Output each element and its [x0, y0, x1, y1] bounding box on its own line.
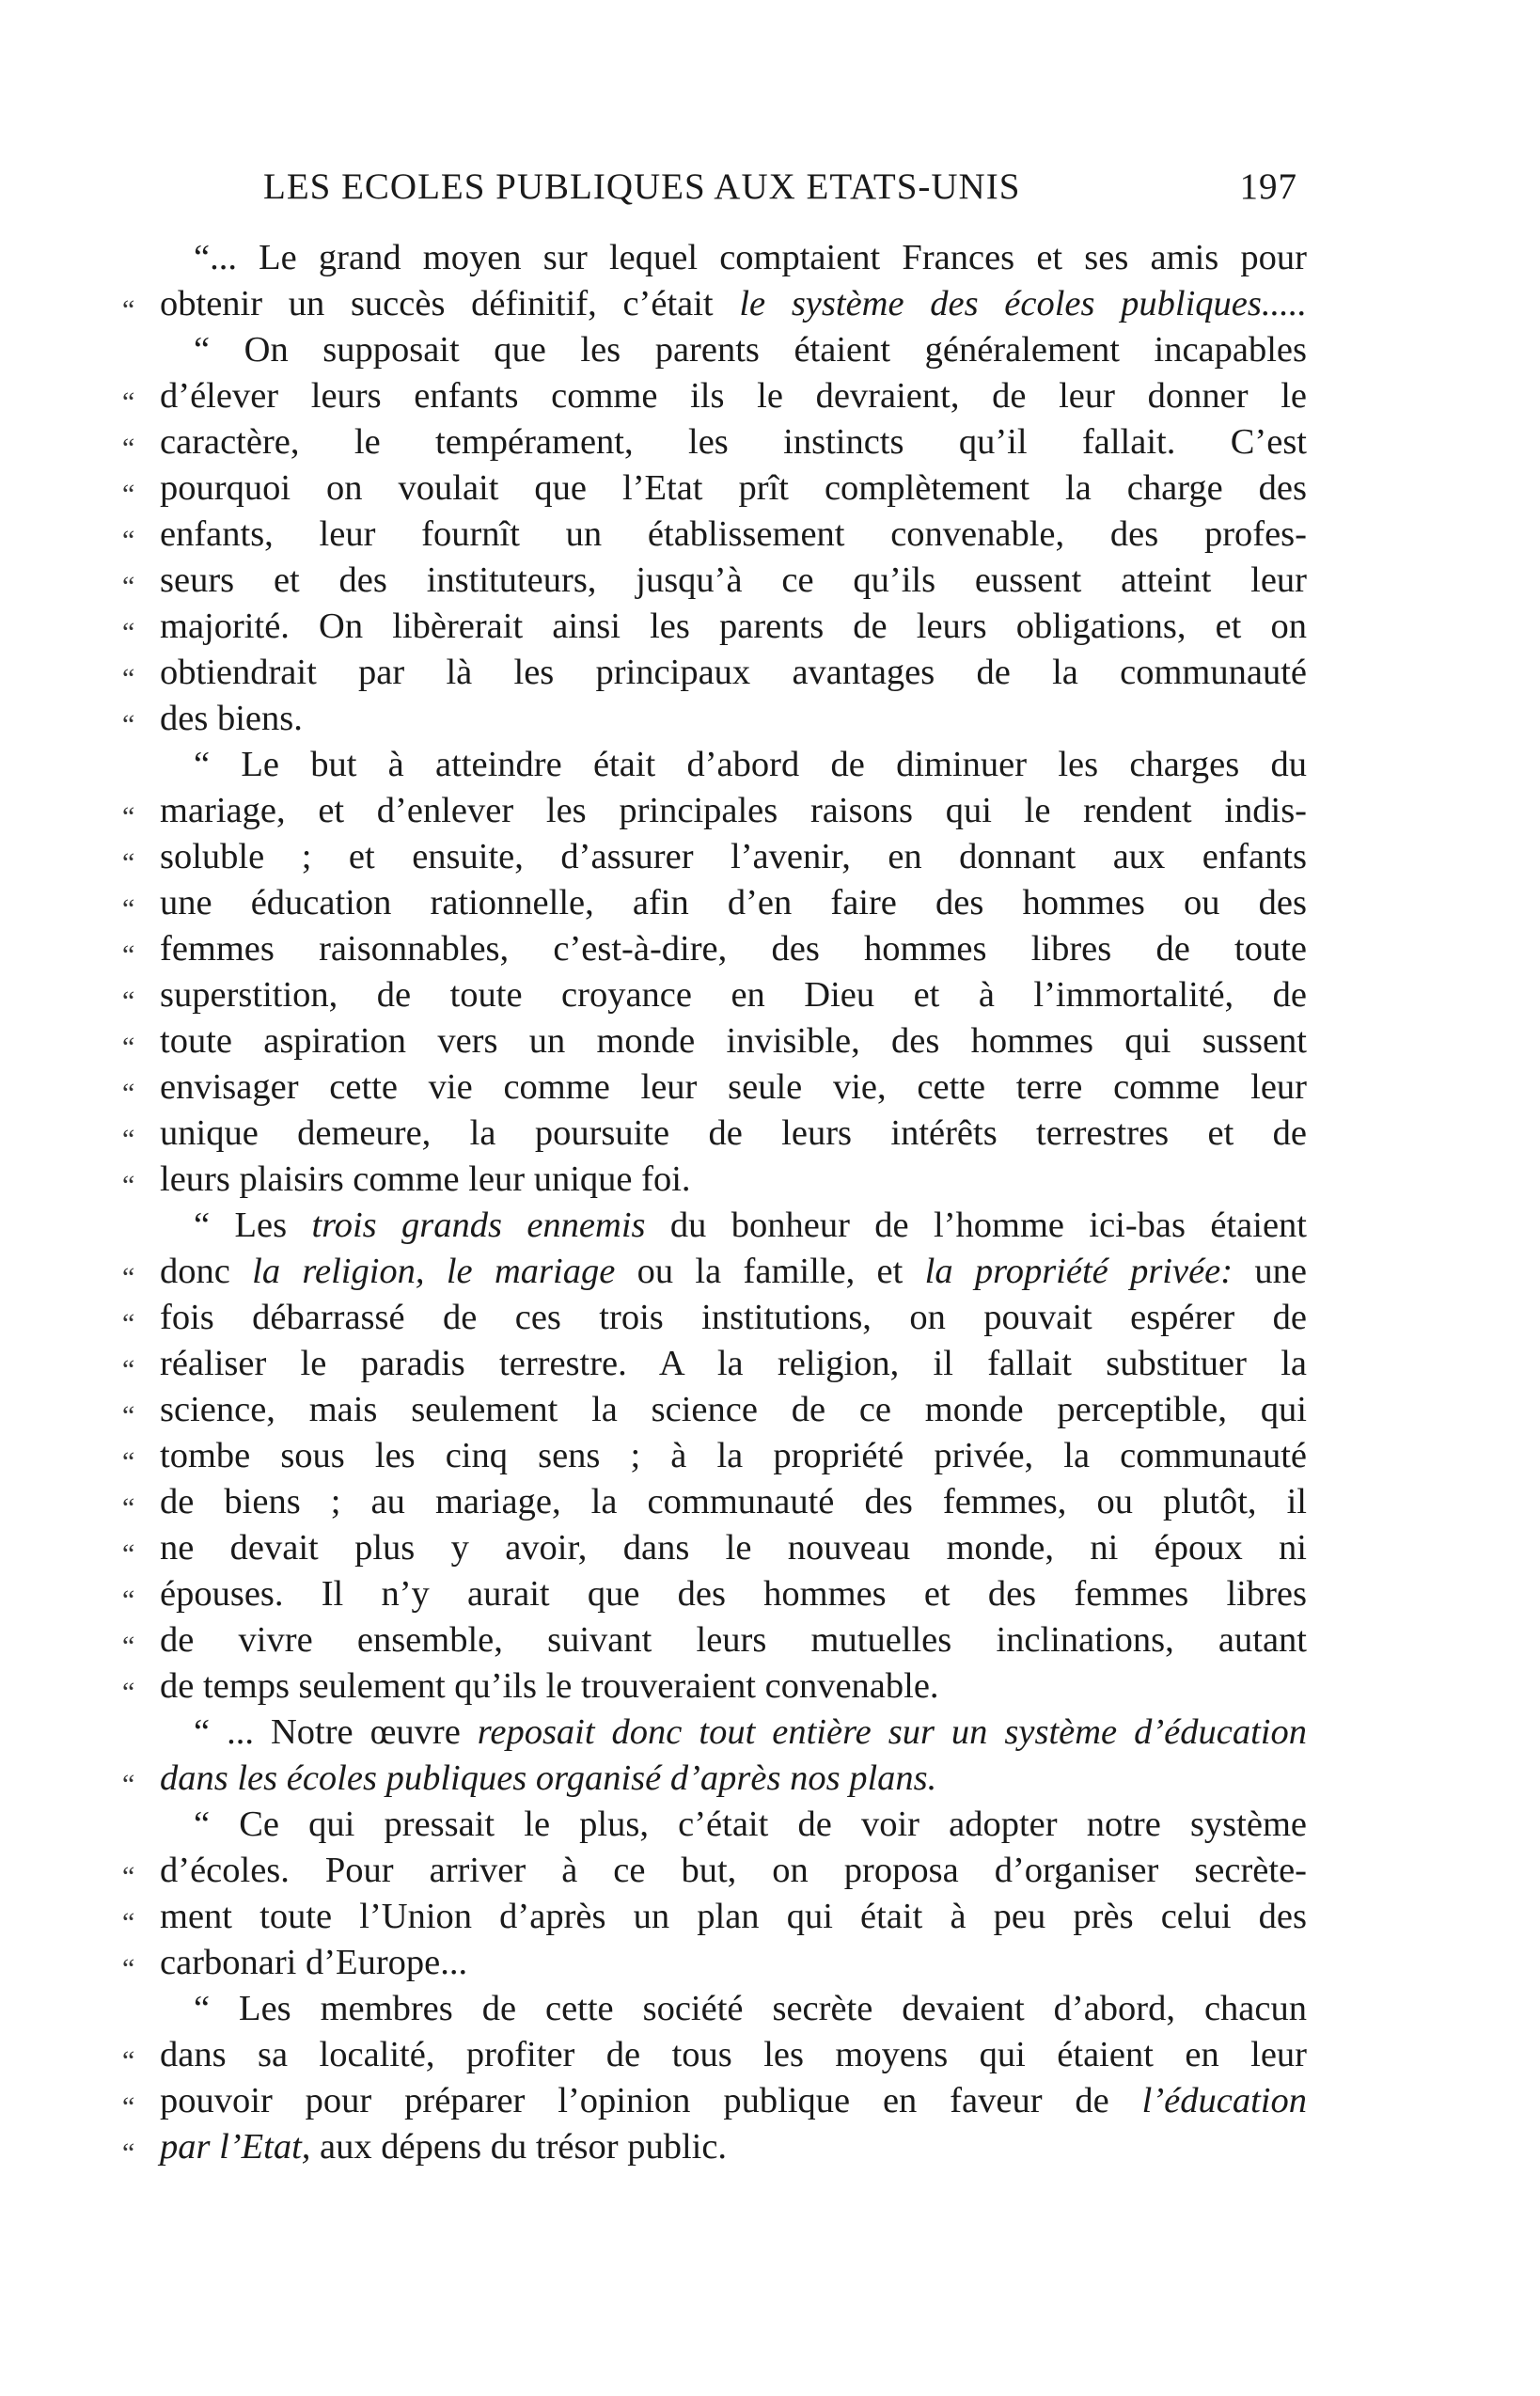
quote-mark: “ — [122, 893, 135, 924]
text-line — [122, 1848, 1307, 1894]
text-line — [122, 419, 1307, 465]
text-line — [122, 1341, 1307, 1387]
italic-segment: le système des écoles publiques..... — [739, 284, 1307, 323]
line-text — [160, 604, 1307, 650]
line-text — [160, 419, 1307, 465]
text-line — [122, 1433, 1307, 1479]
quote-mark: “ — [122, 1584, 135, 1616]
text-line — [122, 926, 1307, 972]
line-text — [160, 1525, 1307, 1571]
quote-mark: “ — [122, 617, 135, 648]
line-text — [160, 788, 1307, 834]
line-text — [160, 1157, 1307, 1203]
quote-mark: “ — [122, 1354, 135, 1385]
quote-mark: “ — [122, 571, 135, 602]
line-text — [160, 926, 1307, 972]
line-text — [160, 2124, 1307, 2170]
text-segment: caractère, le tempérament, les instincts qu’il fallait. C’est — [160, 422, 1307, 462]
text-segment: science, mais seulement la science de ce monde perceptible, qui — [160, 1390, 1307, 1429]
text-segment: réaliser le paradis terrestre. A la religion, il fallait substituer la — [160, 1344, 1307, 1383]
text-line — [122, 1018, 1307, 1064]
text-segment: enfants, leur fournît un établissement convenable, des profes- — [160, 514, 1307, 554]
text-line — [122, 788, 1307, 834]
line-text — [160, 1295, 1307, 1341]
page-header — [263, 166, 1297, 213]
line-text — [160, 1940, 1307, 1986]
quote-mark: “ — [122, 433, 135, 464]
text-segment: toute aspiration vers un monde invisible, des hommes qui sussent — [160, 1021, 1307, 1061]
quote-mark: “ — [122, 709, 135, 740]
text-line — [122, 1525, 1307, 1571]
line-text — [160, 1710, 1307, 1756]
line-text — [160, 327, 1307, 373]
text-segment: ou la famille, et — [615, 1252, 925, 1291]
text-segment: “ On supposait que les parents étaient généralement incapables — [194, 330, 1307, 370]
text-line — [122, 1157, 1307, 1203]
text-segment: soluble ; et ensuite, d’assurer l’avenir, en donnant aux enfants — [160, 837, 1307, 876]
text-line — [122, 1203, 1307, 1249]
text-line — [122, 1894, 1307, 1940]
quote-mark: “ — [122, 525, 135, 556]
line-text — [160, 2032, 1307, 2078]
text-line — [122, 1986, 1307, 2032]
line-text — [160, 1663, 1307, 1710]
quote-mark: “ — [122, 294, 135, 325]
line-text — [160, 1341, 1307, 1387]
text-line — [122, 834, 1307, 880]
text-segment: envisager cette vie comme leur seule vie, cette terre comme leur — [160, 1067, 1307, 1107]
text-segment: d’élever leurs enfants comme ils le devraient, de leur donner le — [160, 376, 1307, 416]
text-line — [122, 281, 1307, 327]
text-segment: ne devait plus y avoir, dans le nouveau monde, ni époux ni — [160, 1528, 1307, 1568]
text-line — [122, 972, 1307, 1018]
text-line — [122, 235, 1307, 281]
quote-mark: “ — [122, 1262, 135, 1293]
text-line — [122, 1571, 1307, 1617]
line-text — [160, 465, 1307, 512]
quote-mark: “ — [122, 1170, 135, 1201]
line-text — [160, 1203, 1307, 1249]
quote-mark: “ — [122, 1446, 135, 1477]
text-segment: dans sa localité, profiter de tous les moyens qui étaient en leur — [160, 2035, 1307, 2074]
quote-mark: “ — [122, 1078, 135, 1109]
text-segment: “ Les membres de cette société secrète devaient d’abord, chacun — [194, 1989, 1307, 2028]
text-line — [122, 1940, 1307, 1986]
text-segment: de vivre ensemble, suivant leurs mutuelles inclinations, autant — [160, 1620, 1307, 1660]
line-text — [160, 512, 1307, 558]
quote-mark: “ — [122, 939, 135, 970]
text-line — [122, 696, 1307, 742]
line-text — [160, 1848, 1307, 1894]
line-text — [160, 1479, 1307, 1525]
text-line — [122, 327, 1307, 373]
text-line — [122, 1064, 1307, 1111]
text-line — [122, 2032, 1307, 2078]
line-text — [160, 1894, 1307, 1940]
text-segment: “ Les — [194, 1206, 312, 1245]
text-line — [122, 1802, 1307, 1848]
text-segment: épouses. Il n’y aurait que des hommes et des femmes libres — [160, 1574, 1307, 1614]
text-line — [122, 465, 1307, 512]
quote-mark: “ — [122, 479, 135, 510]
italic-segment: dans les écoles publiques organisé d’après nos plans. — [160, 1758, 937, 1798]
line-text — [160, 650, 1307, 696]
text-segment: d’écoles. Pour arriver à ce but, on proposa d’organiser secrète- — [160, 1851, 1307, 1890]
text-line — [122, 650, 1307, 696]
line-text — [160, 2078, 1307, 2124]
line-text — [160, 281, 1307, 327]
text-segment: obtenir un succès définitif, c’était — [160, 284, 740, 323]
quote-mark: “ — [122, 1861, 135, 1892]
text-segment: ment toute l’Union d’après un plan qui était à peu près celui des — [160, 1897, 1307, 1936]
line-text — [160, 235, 1307, 281]
italic-segment: la propriété privée: — [924, 1252, 1234, 1291]
text-line — [122, 604, 1307, 650]
text-line — [122, 1387, 1307, 1433]
text-line — [122, 880, 1307, 926]
running-title: LES ECOLES PUBLIQUES AUX ETATS-UNIS — [263, 166, 1021, 207]
text-line — [122, 1710, 1307, 1756]
text-segment: des biens. — [160, 699, 303, 738]
text-line — [122, 558, 1307, 604]
text-segment: carbonari d’Europe... — [160, 1943, 468, 1982]
text-line — [122, 1111, 1307, 1157]
quote-mark: “ — [122, 1308, 135, 1339]
text-segment: seurs et des instituteurs, jusqu’à ce qu’ils eussent atteint leur — [160, 560, 1307, 600]
text-segment: tombe sous les cinq sens ; à la propriété privée, la communauté — [160, 1436, 1307, 1475]
text-segment: leurs plaisirs comme leur unique foi. — [160, 1159, 691, 1199]
line-text — [160, 880, 1307, 926]
italic-segment: reposait donc tout entière sur un système d’éducation — [477, 1712, 1308, 1752]
line-text — [160, 1756, 1307, 1802]
quote-mark: “ — [122, 2045, 135, 2076]
line-text — [160, 1018, 1307, 1064]
line-text — [160, 1617, 1307, 1663]
text-line — [122, 1249, 1307, 1295]
italic-segment: trois grands ennemis — [311, 1206, 646, 1245]
italic-segment: la religion, le mariage — [252, 1252, 616, 1291]
text-segment: du bonheur de l’homme ici-bas étaient — [645, 1206, 1307, 1245]
line-text — [160, 696, 1307, 742]
quote-mark: “ — [122, 1492, 135, 1523]
italic-segment: par l’Etat, — [160, 2127, 311, 2167]
line-text — [160, 1571, 1307, 1617]
quote-mark: “ — [122, 2137, 135, 2168]
line-text — [160, 1387, 1307, 1433]
quote-mark: “ — [122, 663, 135, 694]
text-segment: de temps seulement qu’ils le trouveraient convenable. — [160, 1666, 939, 1706]
text-segment: majorité. On libèrerait ainsi les parents de leurs obligations, et on — [160, 607, 1307, 646]
quote-mark: “ — [122, 985, 135, 1017]
text-segment: de biens ; au mariage, la communauté des femmes, ou plutôt, il — [160, 1482, 1307, 1521]
quote-mark: “ — [122, 801, 135, 832]
quote-mark: “ — [122, 386, 135, 418]
text-segment: donc — [160, 1252, 253, 1291]
text-segment: pourquoi on voulait que l’Etat prît complètement la charge des — [160, 468, 1307, 508]
text-segment: mariage, et d’enlever les principales raisons qui le rendent indis- — [160, 791, 1307, 830]
text-line — [122, 742, 1307, 788]
line-text — [160, 373, 1307, 419]
text-segment: unique demeure, la poursuite de leurs intérêts terrestres et de — [160, 1113, 1307, 1153]
line-text — [160, 1111, 1307, 1157]
line-text — [160, 742, 1307, 788]
text-segment: aux dépens du trésor public. — [310, 2127, 728, 2167]
quote-mark: “ — [122, 1631, 135, 1662]
text-line — [122, 2124, 1307, 2170]
text-segment: obtiendrait par là les principaux avantages de la communauté — [160, 653, 1307, 692]
text-line — [122, 2078, 1307, 2124]
text-segment: une — [1233, 1252, 1308, 1291]
line-text — [160, 1802, 1307, 1848]
text-line — [122, 373, 1307, 419]
text-line — [122, 1295, 1307, 1341]
quote-mark: “ — [122, 1677, 135, 1708]
text-line — [122, 1479, 1307, 1525]
quote-mark: “ — [122, 1769, 135, 1800]
text-segment: “ ... Notre œuvre — [194, 1712, 478, 1752]
page-number: 197 — [1239, 166, 1297, 207]
line-text — [160, 1064, 1307, 1111]
quote-mark: “ — [122, 2091, 135, 2122]
text-segment: “ Ce qui pressait le plus, c’était de voir adopter notre système — [194, 1805, 1307, 1844]
text-segment: pouvoir pour préparer l’opinion publique en faveur de — [160, 2081, 1142, 2120]
text-segment: “ Le but à atteindre était d’abord de diminuer les charges du — [194, 745, 1307, 784]
text-segment: “... Le grand moyen sur lequel comptaient Frances et ses amis pour — [194, 238, 1307, 277]
quote-mark: “ — [122, 1032, 135, 1063]
quote-mark: “ — [122, 1538, 135, 1569]
text-segment: fois débarrassé de ces trois institutions, on pouvait espérer de — [160, 1298, 1307, 1337]
text-line — [122, 512, 1307, 558]
text-segment: superstition, de toute croyance en Dieu et à l’immortalité, de — [160, 975, 1307, 1015]
text-segment: femmes raisonnables, c’est-à-dire, des hommes libres de toute — [160, 929, 1307, 969]
text-line — [122, 1663, 1307, 1710]
line-text — [160, 1433, 1307, 1479]
text-segment: une éducation rationnelle, afin d’en faire des hommes ou des — [160, 883, 1307, 922]
quote-mark: “ — [122, 1124, 135, 1155]
text-line — [122, 1617, 1307, 1663]
quote-mark: “ — [122, 1953, 135, 1984]
line-text — [160, 834, 1307, 880]
quote-mark: “ — [122, 1907, 135, 1938]
line-text — [160, 1986, 1307, 2032]
line-text — [160, 558, 1307, 604]
italic-segment: l’éducation — [1141, 2081, 1307, 2120]
line-text — [160, 1249, 1307, 1295]
quote-mark: “ — [122, 1400, 135, 1431]
text-line — [122, 1756, 1307, 1802]
body-text — [122, 235, 1307, 2170]
line-text — [160, 972, 1307, 1018]
quote-mark: “ — [122, 847, 135, 878]
